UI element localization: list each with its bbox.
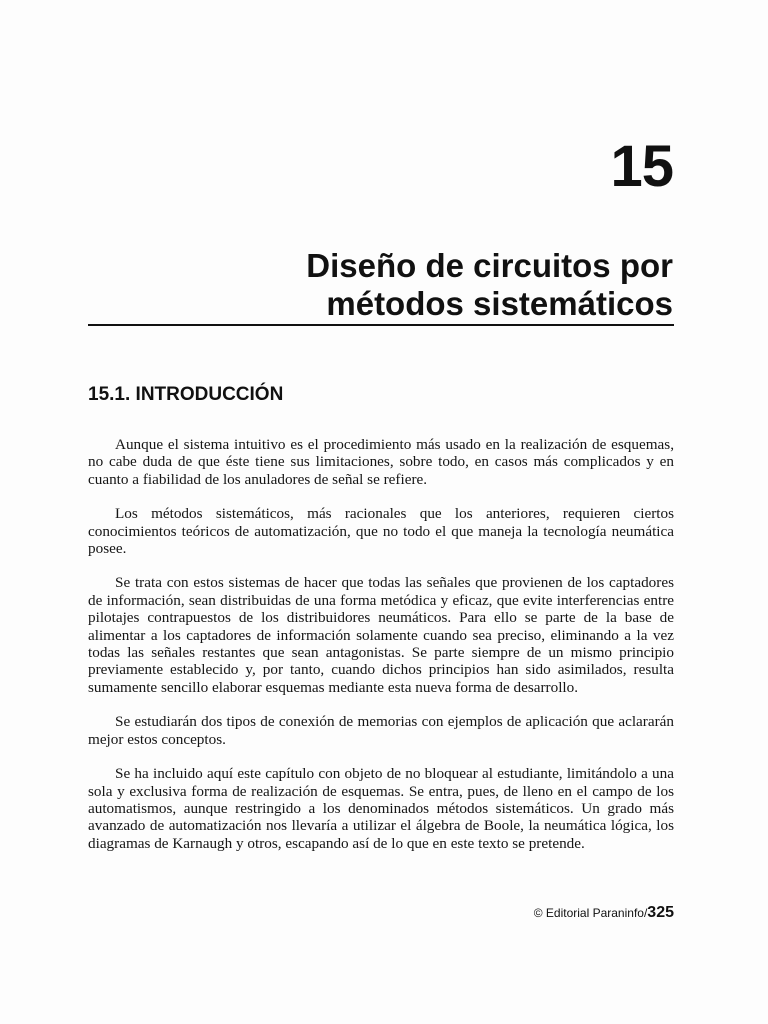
- chapter-title-line-1: Diseño de circuitos por: [306, 247, 673, 284]
- paragraph: Aunque el sistema intuitivo es el procedimiento más usado en la realización de esquemas, no cabe duda de que éste tiene sus limitaciones, sobre todo, en casos más complicados y en cuanto a fiabilidad de los anuladores de señal se refiere.: [88, 436, 674, 488]
- chapter-title-line-2: métodos sistemáticos: [326, 285, 673, 322]
- page-footer: [534, 904, 674, 922]
- paragraph: Se trata con estos sistemas de hacer que todas las señales que provienen de los captadores de información, sean distribuidas de una forma metódica y eficaz, que evite interferencias entre pilotajes contrapuestos de los distribuidores neumáticos. Para ello se parte de la base de alimentar a los captadores de información solamente cuando sea preciso, eliminando a la vez todas las señales restantes que sean antagonistas. Se parte siempre de un mismo principio previamente establecido y, por tanto, cuando dichos principios han sido asimilados, resulta sumamente sencillo elaborar esquemas mediante esta nueva forma de desarrollo.: [88, 574, 674, 696]
- body-text: [88, 436, 674, 852]
- page-number: 325: [647, 904, 674, 921]
- paragraph: Los métodos sistemáticos, más racionales que los anteriores, requieren ciertos conocimientos teóricos de automatización, que no todo el que maneja la tecnología neumática posee.: [88, 505, 674, 558]
- section-heading: 15.1. INTRODUCCIÓN: [88, 384, 284, 405]
- paragraph: Se estudiarán dos tipos de conexión de memorias con ejemplos de aplicación que aclararán mejor estos conceptos.: [88, 713, 674, 748]
- chapter-number: 15: [610, 134, 673, 199]
- publisher-credit: © Editorial Paraninfo/: [533, 906, 648, 920]
- chapter-title: [113, 247, 673, 323]
- title-divider: [88, 324, 674, 326]
- paragraph: Se ha incluido aquí este capítulo con objeto de no bloquear al estudiante, limitándolo a una sola y exclusiva forma de realización de esquemas. Se entra, pues, de lleno en el campo de los automatismos, aunque restringido a los denominados métodos sistemáticos. Un grado más avanzado de automatización nos llevaría a utilizar el álgebra de Boole, la neumática lógica, los diagramas de Karnaugh y otros, escapando así de lo que en este texto se pretende.: [88, 765, 674, 852]
